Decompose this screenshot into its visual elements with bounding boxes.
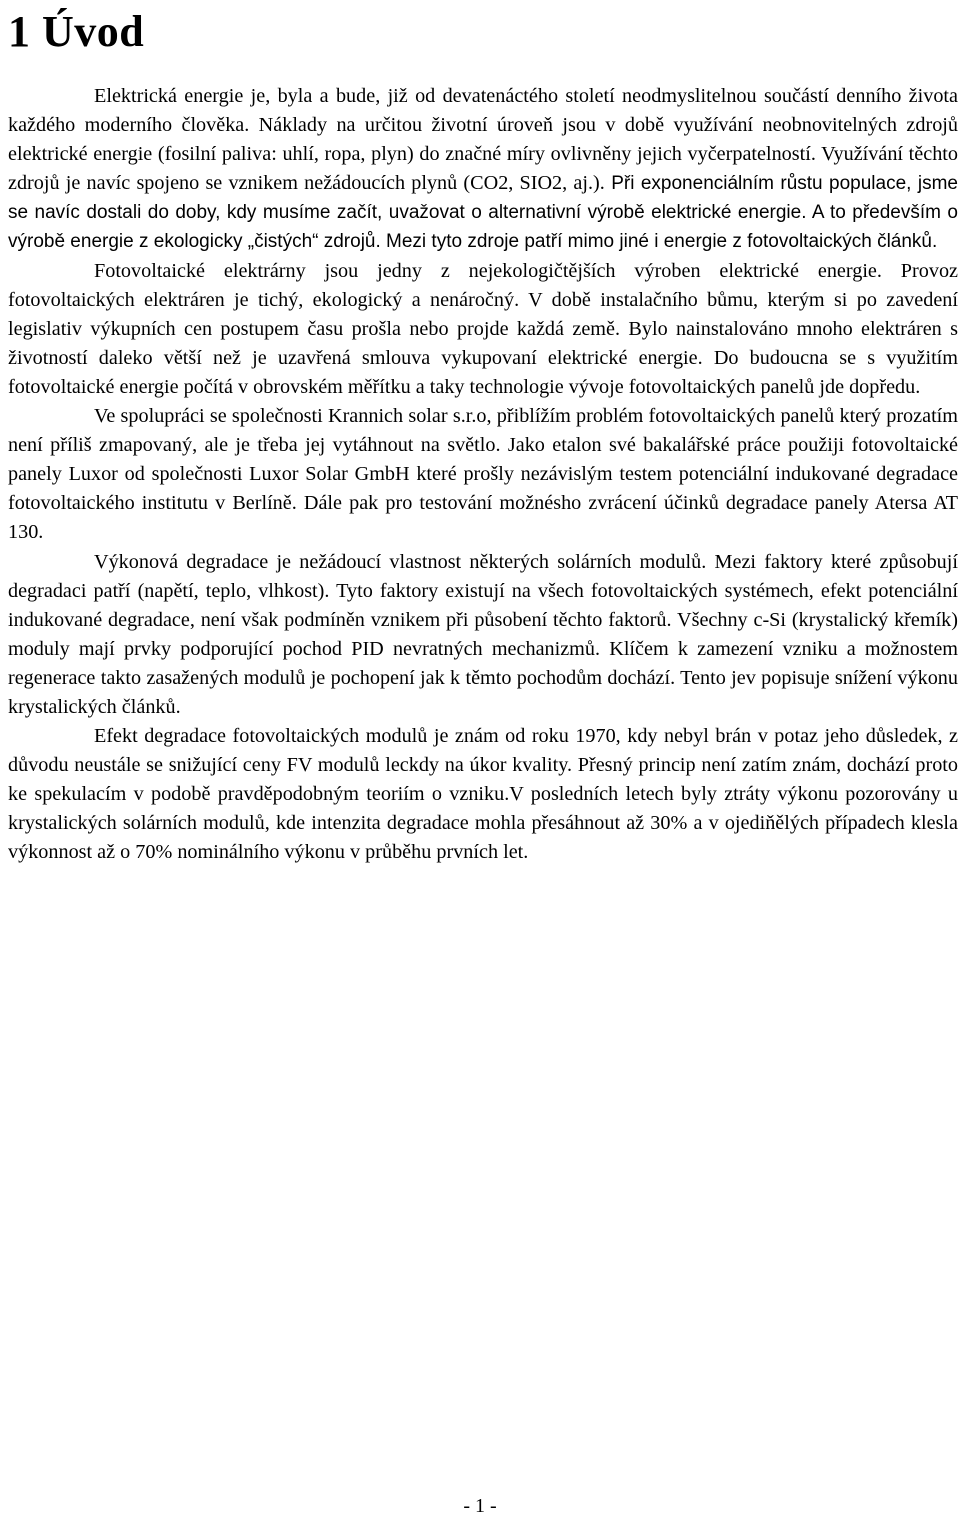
- paragraph-pid-effect: Efekt degradace fotovoltaických modulů je znám od roku 1970, kdy nebyl brán v potaz jeho důsledek, z důvodu neustále se snižující ceny FV modulů leckdy na úkor kvality. Přesný princip není zatím znám, dochází proto ke spekulacím v podobě pravděpodobným teoriím o vzniku.V posledních letech byly ztráty výkonu pozorovány u krystalických solárních modulů, kde intenzita degradace mohla přesáhnout až 30% a v ojediňělých případech klesla výkonnost až o 70% nominálního výkonu v průběhu prvních let.: [8, 725, 958, 864]
- paragraph-intro: [8, 82, 958, 257]
- paragraph-intro-part-a: Elektrická energie je, byla a bude, již od devatenáctého století neodmyslitelnou součástí denního života každého moderního člověka. Náklady na určitou životní úroveň jsou v době využívání neobnovitelných zdrojů elektrické energie (fosilní paliva: uhlí, ropa, plyn) do značné míry ovlivněny jejich vyčerpatelností. Využívání těchto zdrojů je navíc spojeno se vznikem nežádoucích plynů (CO2, SIO2, aj.).: [8, 85, 958, 195]
- page-title: 1 Úvod: [8, 7, 145, 56]
- paragraph-cooperation: Ve spolupráci se společnosti Krannich solar s.r.o, přiblížím problém fotovoltaických panelů který prozatím není příliš zmapovaný, ale je třeba jej vytáhnout na světlo. Jako etalon své bakalářské práce použiji fotovoltaické panely Luxor od společnosti Luxor Solar GmbH které prošly nezávislým testem potenciální indukované degradace fotovoltaického institutu v Berlíně. Dále pak pro testování možnésho zvrácení účinků degradace panely Atersa AT 130.: [8, 405, 958, 544]
- paragraph-pv-plants: Fotovoltaické elektrárny jsou jedny z nejekologičtějších výroben elektrické energie. Provoz fotovoltaických elektráren je tichý, ekologický a nenáročný. V době instalačního bůmu, kterým si po zavedení legislativ výkupních cen postupem času prošla nebo projde každá země. Bylo nainstalováno mnoho elektráren s životností daleko větší než je uzavřená smlouva vykupovaní elektrické energie. Do budoucna se s využitím fotovoltaické energie počítá v obrovském měřítku a taky technologie vývoje fotovoltaických panelů jde dopředu.: [8, 259, 958, 398]
- paragraph-intro-part-b: Při exponenciálním růstu populace, jsme se navíc dostali do doby, kdy musíme začít, uvažovat o alternativní výrobě elektrické energie. A to především o výrobě energie z ekologicky „čistých“ zdrojů. Mezi tyto zdroje patří mimo jiné i energie z fotovoltaických článků.: [8, 173, 958, 253]
- body-text: [8, 82, 958, 868]
- page-number: - 1 -: [463, 1495, 497, 1517]
- paragraph-degradation: Výkonová degradace je nežádoucí vlastnost některých solárních modulů. Mezi faktory které způsobují degradaci patří (napětí, teplo, vlhkost). Tyto faktory existují na všech fotovoltaických systémech, efekt potenciální indukované degradace, není však podmíněn vznikem při působení těchto faktorů. Všechny c-Si (krystalický křemík) moduly mají prvky podporující pochod PID nevratných mechanizmů. Klíčem k zamezení vzniku a možnostem regenerace takto zasažených modulů je pochopení jak k těmto pochodům dochází. Tento jev popisuje snížení výkonu krystalických článků.: [8, 550, 958, 718]
